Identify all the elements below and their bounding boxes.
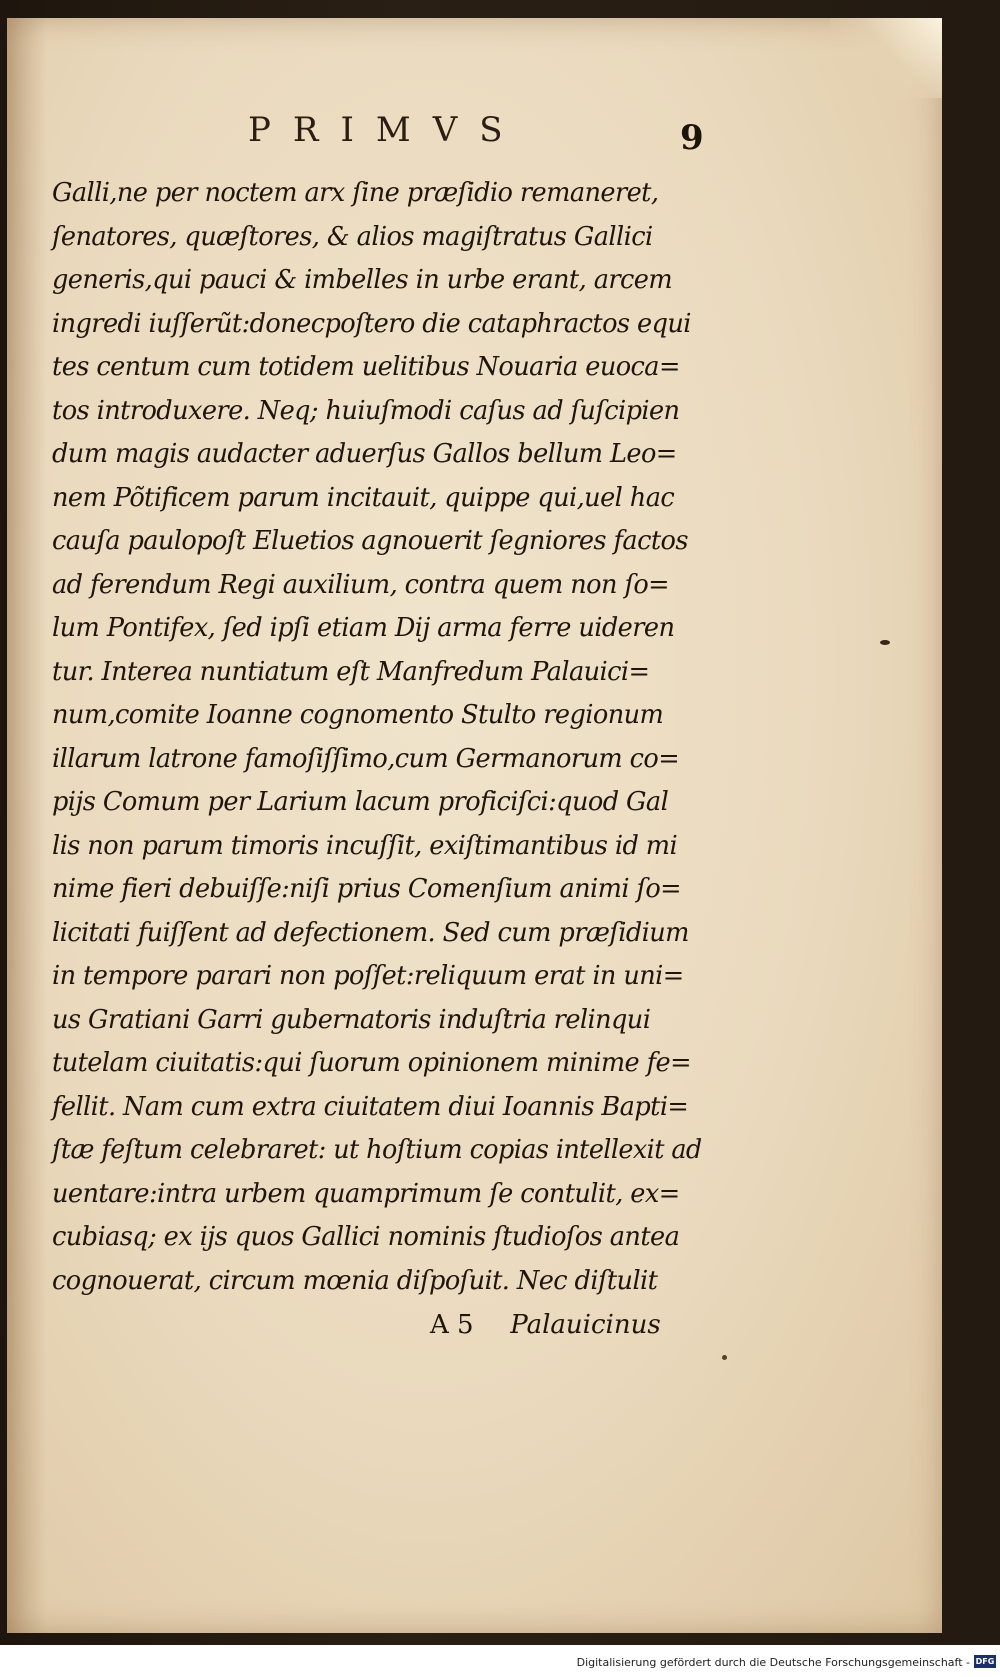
- text-line: fellit. Nam cum extra ciuitatem diui Ioannis Bapti=: [52, 1091, 689, 1122]
- catchword: Palauicinus: [510, 1310, 661, 1340]
- text-line: dum magis audacter aduerſus Gallos bellum Leo=: [52, 439, 677, 469]
- text-line: tur. Interea nuntiatum eſt Manfredum Palauici=: [52, 656, 650, 687]
- text-line: Galli,ne per noctem arx ſine præſidio remaneret,: [52, 178, 659, 208]
- text-line: illarum latrone famoſiſſimo,cum Germanorum co=: [52, 743, 680, 774]
- text-line: pijs Comum per Larium lacum proficiſci:quod Gal: [52, 787, 669, 817]
- body-text: [52, 172, 712, 1303]
- page-number: 9: [680, 118, 704, 158]
- text-line: ingredi iuſſerũt:donecpoſtero die cataphractos equi: [52, 308, 691, 339]
- page-corner-fold: [830, 18, 942, 98]
- text-line: nem Põtificem parum incitauit, quippe qui,uel hac: [52, 482, 675, 513]
- text-line: tos introduxere. Neq; huiuſmodi caſus ad ſuſcipien: [52, 395, 680, 426]
- text-line: tutelam ciuitatis:qui ſuorum opinionem minime fe=: [52, 1048, 691, 1078]
- digitization-credit: Digitalisierung gefördert durch die Deutsche Forschungsgemeinschaft -: [576, 1656, 970, 1669]
- text-line: nime fieri debuiſſe:niſi prius Comenſium animi ſo=: [52, 874, 682, 904]
- ink-spot: [722, 1355, 727, 1360]
- text-line: us Gratiani Garri gubernatoris induſtria relinqui: [52, 1004, 651, 1035]
- text-line: tes centum cum totidem uelitibus Nouaria euoca=: [52, 352, 680, 382]
- text-line: cubiasq; ex ijs quos Gallici nominis ſtudioſos antea: [52, 1222, 680, 1252]
- ink-spot: [880, 640, 890, 645]
- catchline: [430, 1303, 720, 1347]
- text-line: lum Pontifex, ſed ipſi etiam Dij arma ferre uideren: [52, 613, 675, 643]
- dfg-logo: DFG: [975, 1657, 995, 1666]
- text-line: in tempore parari non poſſet:reliquum erat in uni=: [52, 961, 684, 991]
- running-head: PRIMVS: [248, 110, 525, 150]
- text-line: lis non parum timoris incuſſit, exiſtimantibus id mi: [52, 830, 678, 861]
- text-line: ſtæ feſtum celebraret: ut hoſtium copias intellexit ad: [52, 1135, 702, 1165]
- text-line: num,comite Ioanne cognomento Stulto regionum: [52, 700, 664, 730]
- text-line: licitati fuiſſent ad defectionem. Sed cum præſidium: [52, 917, 689, 948]
- text-line: uentare:intra urbem quamprimum ſe contulit, ex=: [52, 1178, 680, 1209]
- text-line: ſenatores, quæſtores, & alios magiſtratus Gallici: [52, 221, 653, 252]
- text-line: cauſa paulopoſt Eluetios agnouerit ſegniores factos: [52, 526, 688, 556]
- page-gutter-shade: [7, 18, 47, 1633]
- text-line: generis,qui pauci & imbelles in urbe erant, arcem: [52, 265, 673, 295]
- text-line: ad ferendum Regi auxilium, contra quem non ſo=: [52, 569, 670, 600]
- signature-mark: A 5: [430, 1310, 474, 1340]
- text-line: cognouerat, circum mœnia diſpoſuit. Nec diſtulit: [52, 1265, 658, 1296]
